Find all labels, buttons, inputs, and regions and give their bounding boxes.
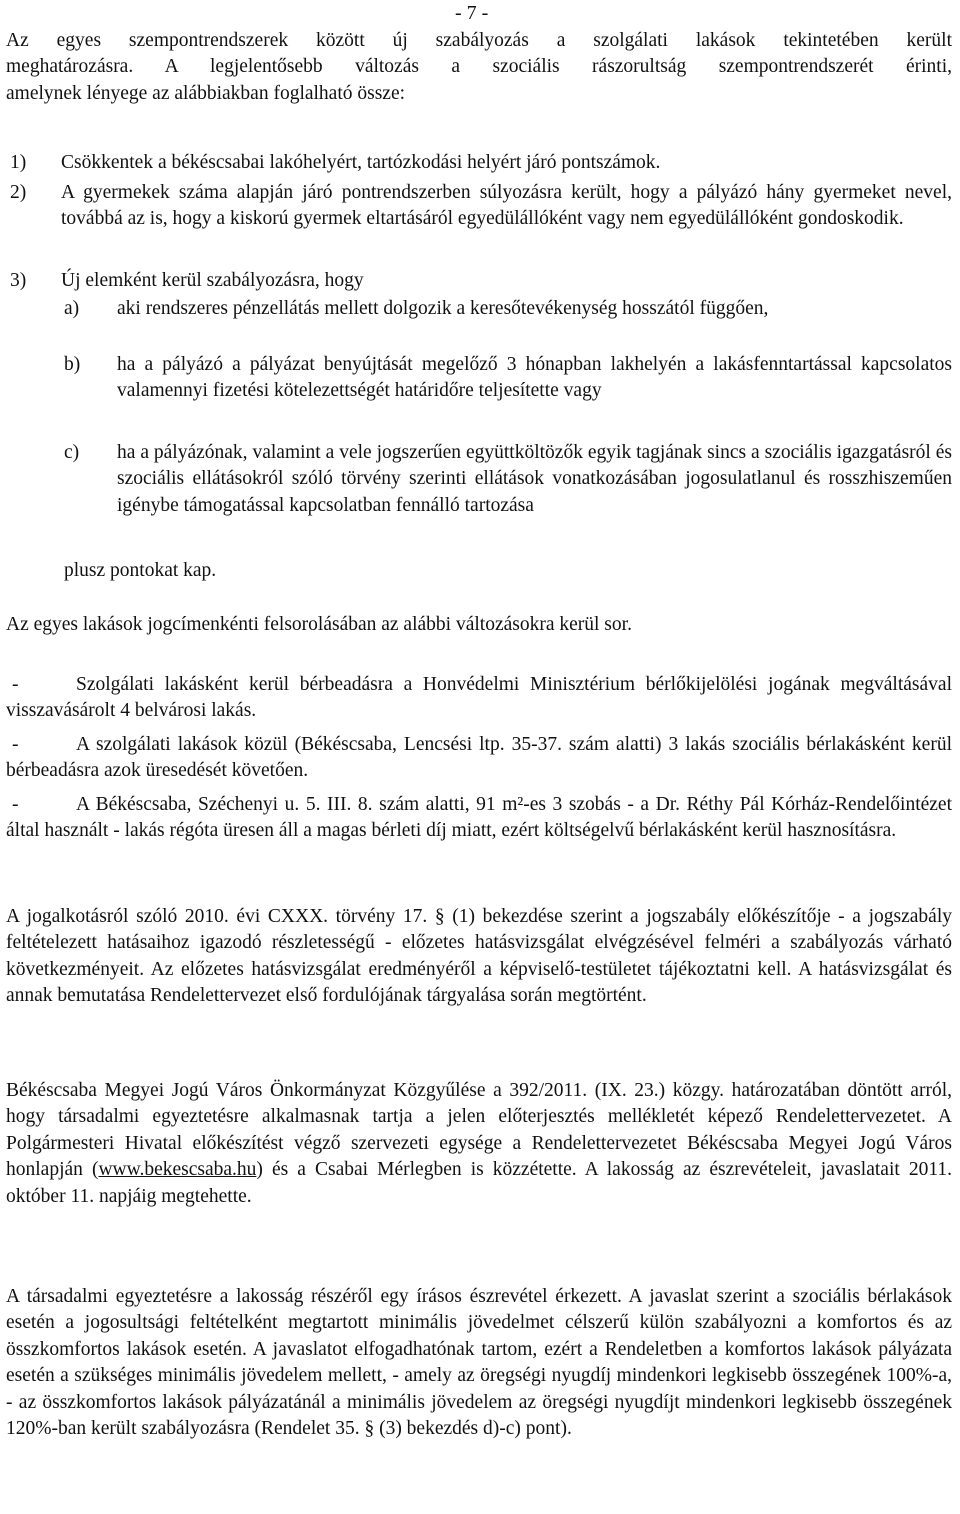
change-text: Szolgálati lakásként kerül bérbeadásra a Honvédelmi Minisztérium bérlőkijelölési jogának megváltásával visszavásárolt 4 belvárosi lakás. xyxy=(6,674,952,722)
point-text: Új elemként kerül szabályozásra, hogy xyxy=(61,270,364,291)
numbered-point-3 xyxy=(6,268,952,294)
council-text-after: ) és a Csabai Mérlegben is közzétette. A lakosság az észrevételeit, javaslatait 2011. október 11. napjáig megtehette. xyxy=(6,1159,952,1207)
council-text-before: Békéscsaba Megyei Jogú Város Önkormányzat Közgyűlése a 392/2011. (IX. 23.) közgy. határozatában döntött arról, hogy társadalmi egyeztetésre alkalmasnak tartja a jelen előterjesztés mellékletét képező Rendelettervezetet. A Polgármesteri Hivatal előkészítést végző szervezeti egysége a Rendelettervezetet Békéscsaba Megyei Jogú Város honlapján ( xyxy=(6,1080,952,1181)
point-text: Csökkentek a békéscsabai lakóhelyért, tartózkodási helyért járó pontszámok. xyxy=(61,152,661,173)
dash-marker: - xyxy=(12,674,19,695)
change-text: A szolgálati lakások közül (Békéscsaba, Lencsési ltp. 35-37. szám alatti) 3 lakás szociális bérlakásként kerül bérbeadásra azok üresedését követően. xyxy=(6,734,952,782)
intro-line: amelynek lényege az alábbiakban foglalható össze: xyxy=(6,82,406,104)
subpoint-letter: b) xyxy=(64,354,81,375)
dash-marker: - xyxy=(12,794,19,815)
subpoint-text: aki rendszeres pénzellátás mellett dolgozik a keresőtevékenység hosszától függően, xyxy=(117,298,769,319)
point-number: 2) xyxy=(10,182,27,203)
public-consultation-paragraph: A társadalmi egyeztetésre a lakosság részéről egy írásos észrevétel érkezett. A javaslat szerint a szociális bérlakások esetén a jogosultsági feltételként megtartott minimális jövedelmet célszerű külön szabályozni a komfortos és az összkomfortos lakások esetén. A javaslatot elfogadhatónak tartom, ezért a Rendeletben a komfortos lakások pályázata esetén a szükséges minimális jövedelem mellett, - amely az öregségi nyugdíj mindenkori legkisebb összegének 100%-a, - az összkomfortos lakások pályázatánál a minimális jövedelem az öregségi nyugdíjt mindenkori legkisebb összegének 120%-ban került szabályozásra (Rendelet 35. § (3) bekezdés d)-c) pont). xyxy=(6,1286,952,1440)
point-text: A gyermekek száma alapján járó pontrendszerben súlyozásra került, hogy a pályázó hány gyermeket nevel, továbbá az is, hogy a kiskorú gyermek eltartásáról egyedülállóként vagy nem egyedülállóként gondoskodik. xyxy=(61,182,952,230)
changes-intro: Az egyes lakások jogcímenkénti felsorolásában az alábbi változásokra kerül sor. xyxy=(6,614,632,635)
subpoint-letter: c) xyxy=(64,442,80,463)
subpoint-letter: a) xyxy=(64,298,80,319)
plus-points-line: plusz pontokat kap. xyxy=(64,560,217,581)
intro-line: meghatározásra. A legjelentősebb változás a szociális rászorultság szempontrendszerét érinti, xyxy=(6,56,952,78)
intro-line: Az egyes szempontrendszerek között új szabályozás a szolgálati lakások tekintetében került xyxy=(6,30,952,51)
council-paragraph xyxy=(6,1078,952,1210)
intro-paragraph xyxy=(6,28,952,107)
change-item-3 xyxy=(6,792,952,845)
subpoint-c xyxy=(6,440,952,519)
subpoint-text: ha a pályázónak, valamint a vele jogszerűen együttköltözők egyik tagjának sincs a szociális igazgatásról és szociális ellátásokról szóló törvény szerinti ellátások vonatkozásában jogosulatlanul és rosszhiszeműen igénybe támogatással kapcsolatban fennálló tartozása xyxy=(117,442,952,516)
change-text: A Békéscsaba, Széchenyi u. 5. III. 8. szám alatti, 91 m²-es 3 szobás - a Dr. Réthy Pál Kórház-Rendelőintézet által használt - lakás régóta üresen áll a magas bérleti díj miatt, ezért költségelvű bérlakásként kerül hasznosításra. xyxy=(6,794,952,842)
dash-marker: - xyxy=(12,734,19,755)
numbered-point-1 xyxy=(6,150,952,176)
law-paragraph: A jogalkotásról szóló 2010. évi CXXX. törvény 17. § (1) bekezdése szerint a jogszabály előkészítője - a jogszabály feltételezett hatásaihoz igazodó részletességű - előzetes hatásvizsgálat elvégzésével felméri a szabályozás várható következményeit. Az előzetes hatásvizsgálat eredményéről a képviselő-testületet tájékoztatni kell. A hatásvizsgálat és annak bemutatása Rendelettervezet első fordulójának tárgyalása során megtörtént. xyxy=(6,906,952,1007)
subpoint-a xyxy=(6,296,952,322)
change-item-2 xyxy=(6,732,952,785)
point-number: 1) xyxy=(10,152,27,173)
point-number: 3) xyxy=(10,270,27,291)
page-number: - 7 - xyxy=(455,2,489,24)
subpoint-text: ha a pályázó a pályázat benyújtását megelőző 3 hónapban lakhelyén a lakásfenntartással kapcsolatos valamennyi fizetési kötelezettségét határidőre teljesítette vagy xyxy=(117,354,952,402)
change-item-1 xyxy=(6,672,952,725)
numbered-point-2 xyxy=(6,180,952,233)
website-link[interactable]: www.bekescsaba.hu xyxy=(98,1159,257,1181)
subpoint-b xyxy=(6,352,952,405)
